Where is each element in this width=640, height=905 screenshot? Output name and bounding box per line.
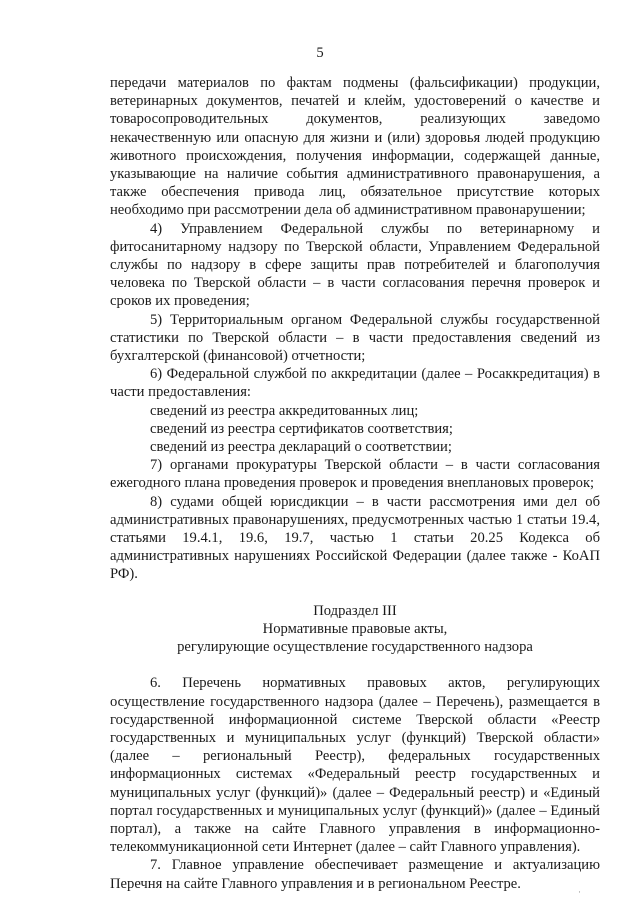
list-item: сведений из реестра аккредитованных лиц; (150, 402, 419, 419)
paragraph-continuation: передачи материалов по фактам подмены (фальсификации) продукции, ветеринарных документов, печатей и клейм, удостоверений о качестве и товаросопроводительных документов, реализующих заведомо некачественную или опасную для жизни и (или) здоровья людей продукцию животного происхождения, получения информации, содержащей данные, указывающие на наличие события административного правонарушения, а также обеспечения привода лиц, обязательное присутствие которых необходимо при рассмотрении дела об административном правонарушении; (110, 75, 600, 219)
section-title: Нормативные правовые акты, (262, 620, 448, 637)
paragraph-7: 7. Главное управление обеспечивает размещение и актуализацию Перечня на сайте Главного управления и в региональном Реестре. (110, 857, 600, 892)
section-number: Подраздел III (313, 602, 397, 619)
paragraph-item-5: 5) Территориальным органом Федеральной службы государственной статистики по Тверской области – в части предоставления сведений из бухгалтерской (финансовой) отчетности; (110, 311, 600, 365)
section-subtitle: регулирующие осуществление государственного надзора (177, 639, 533, 656)
list-item: сведений из реестра сертификатов соответствия; (150, 420, 453, 437)
paragraph-item-6: 6) Федеральной службой по аккредитации (далее – Росаккредитация) в части предоставления: (110, 366, 600, 401)
scan-mark: · (578, 887, 581, 897)
paragraph-item-8: 8) судами общей юрисдикции – в части рассмотрения ими дел об административных правонарушениях, предусмотренных частью 1 статьи 19.4, статьями 19.4.1, 19.6, 19.7, частью 1 статьи 20.25 Кодекса об административных нарушениях Российской Федерации (далее также - КоАП РФ). (110, 493, 600, 583)
paragraph-item-7: 7) органами прокуратуры Тверской области – в части согласования ежегодного плана проведения проверок и проведения внеплановых проверок; (110, 457, 600, 492)
paragraph-6: 6. Перечень нормативных правовых актов, регулирующих осуществление государственного надзора (далее – Перечень), размещается в государственной информационной системе Тверской области «Реестр государственных и муниципальных услуг (функций) Тверской области» (далее – региональный Реестр), федеральных государственных информационных системах «Федеральный реестр государственных и муниципальных услуг (функций)» (далее – Федеральный реестр) и «Единый портал государственных и муниципальных услуг (функций)» (далее – Единый портал), а также на сайте Главного управления в информационно-телекоммуникационной сети Интернет (далее – сайт Главного управления). (110, 675, 600, 856)
list-item: сведений из реестра деклараций о соответствии; (150, 439, 452, 456)
document-body (110, 74, 600, 893)
paragraph-item-4: 4) Управлением Федеральной службы по ветеринарному и фитосанитарному надзору по Тверской области, Управлением Федеральной службы по надзору в сфере защиты прав потребителей и благополучия человека по Тверской области – в части согласования перечня проверок и сроков их проведения; (110, 220, 600, 310)
page-number: 5 (316, 45, 324, 61)
